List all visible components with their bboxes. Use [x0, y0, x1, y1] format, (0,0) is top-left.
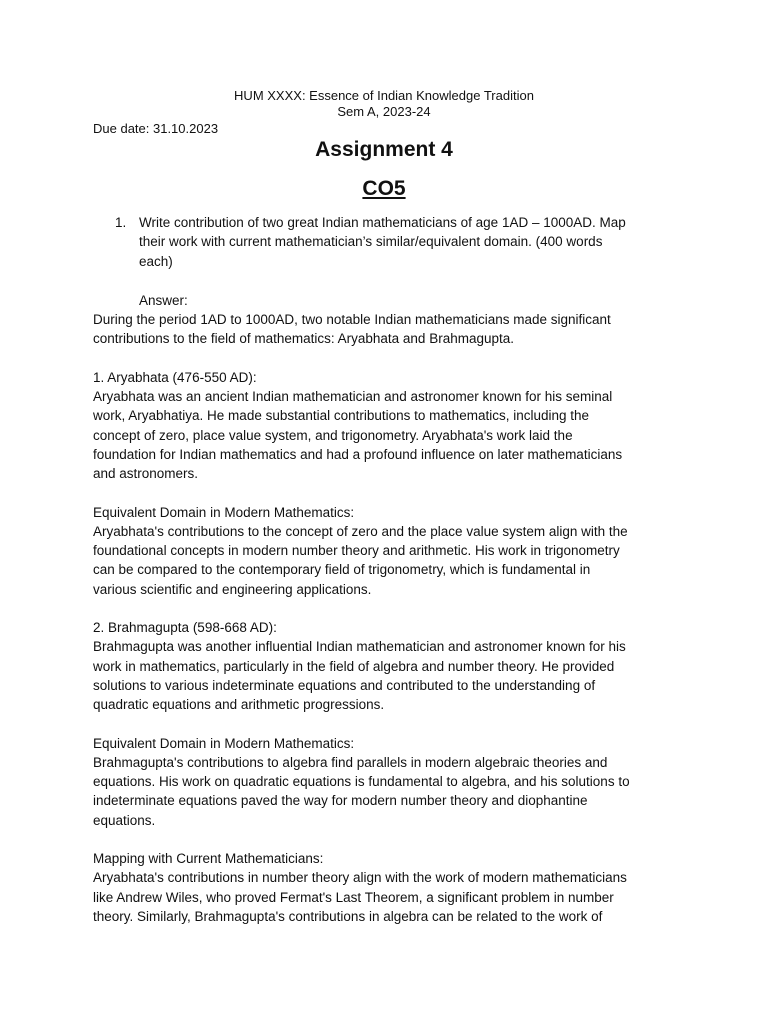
- paragraph-line: and astronomers.: [93, 466, 199, 481]
- paragraph-line: indeterminate equations paved the way for modern number theory and diophantine: [93, 793, 588, 809]
- paragraph-line: various scientific and engineering applications.: [93, 581, 372, 597]
- question-number: 1.: [115, 215, 127, 230]
- paragraph-line: Brahmagupta's contributions to algebra find parallels in modern algebraic theories and: [93, 754, 608, 770]
- paragraph-line: foundation for Indian mathematics and had a profound influence on later mathematicians: [93, 446, 623, 462]
- paragraph-line: work in mathematics, particularly in the field of algebra and number theory. He provided: [93, 658, 615, 674]
- paragraph-line: can be compared to the contemporary field of trigonometry, which is fundamental in: [93, 562, 591, 578]
- paragraph-line: During the period 1AD to 1000AD, two notable Indian mathematicians made significant: [93, 312, 611, 327]
- paragraph-gap: [93, 483, 673, 502]
- answer-label: Answer:: [139, 293, 188, 308]
- paragraph-line: equations.: [93, 812, 156, 828]
- brahmagupta-heading: 2. Brahmagupta (598-668 AD):: [93, 620, 277, 635]
- aryabhata-heading: 1. Aryabhata (476-550 AD):: [93, 369, 257, 385]
- aryabhata-paragraph: [93, 387, 673, 483]
- paragraph-line: quadratic equations and arithmetic progressions.: [93, 697, 385, 712]
- assignment-title: Assignment 4: [315, 138, 453, 161]
- question-line: their work with current mathematician’s similar/equivalent domain. (400 words: [139, 234, 603, 250]
- paragraph-line: work, Aryabhatiya. He made substantial contributions to mathematics, including the: [93, 408, 590, 424]
- paragraph-line: equations. His work on quadratic equations is fundamental to algebra, and his solutions to: [93, 774, 630, 789]
- domain2-paragraph: [93, 753, 673, 830]
- semester-label: Sem A, 2023-24: [337, 104, 431, 119]
- mapping-heading: Mapping with Current Mathematicians:: [93, 851, 324, 866]
- paragraph-line: theory. Similarly, Brahmagupta's contributions in algebra can be related to the work of: [93, 908, 603, 924]
- mapping-paragraph: [93, 868, 673, 926]
- question-line: each): [139, 253, 173, 269]
- paragraph-gap: [93, 349, 673, 368]
- paragraph-line: contributions to the field of mathematics: Aryabhata and Brahmagupta.: [93, 331, 514, 347]
- course-outcome-heading: CO5: [362, 177, 406, 200]
- paragraph-line: Brahmagupta was another influential Indian mathematician and astronomer known for his: [93, 639, 626, 655]
- paragraph-line: foundational concepts in modern number theory and arithmetic. His work in trigonometry: [93, 543, 620, 558]
- paragraph-line: solutions to various indeterminate equations and contributed to the understanding of: [93, 677, 596, 693]
- domain1-paragraph: [93, 522, 673, 599]
- paragraph-gap: [93, 830, 673, 849]
- paragraph-gap: [93, 714, 673, 733]
- question-text: [139, 213, 655, 271]
- paragraph-line: Aryabhata's contributions to the concept of zero and the place value system align with the: [93, 523, 628, 539]
- paragraph-line: Aryabhata's contributions in number theory align with the work of modern mathematicians: [93, 870, 627, 886]
- paragraph-gap: [93, 599, 673, 618]
- domain1-heading: Equivalent Domain in Modern Mathematics:: [93, 504, 355, 520]
- course-title: HUM XXXX: Essence of Indian Knowledge Tradition: [234, 88, 534, 103]
- due-date: Due date: 31.10.2023: [93, 121, 219, 136]
- question-line: Write contribution of two great Indian mathematicians of age 1AD – 1000AD. Map: [139, 215, 626, 230]
- brahmagupta-paragraph: [93, 637, 673, 714]
- paragraph-line: Aryabhata was an ancient Indian mathematician and astronomer known for his seminal: [93, 389, 613, 404]
- paragraph-line: concept of zero, place value system, and trigonometry. Aryabhata's work laid the: [93, 427, 573, 443]
- intro-paragraph: [93, 310, 673, 349]
- answer-body: [93, 310, 673, 926]
- question-item: [115, 213, 655, 271]
- paragraph-line: like Andrew Wiles, who proved Fermat's Last Theorem, a significant problem in number: [93, 889, 614, 905]
- domain2-heading: Equivalent Domain in Modern Mathematics:: [93, 735, 355, 751]
